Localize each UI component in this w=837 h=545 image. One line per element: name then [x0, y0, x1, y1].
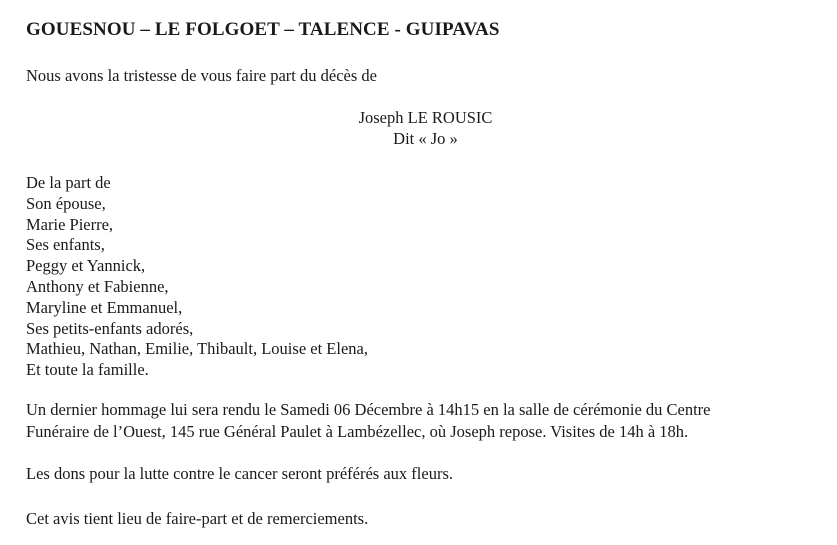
donations-text: Les dons pour la lutte contre le cancer seront préférés aux fleurs. — [26, 464, 453, 483]
family-line: Maryline et Emmanuel, — [26, 297, 183, 317]
family-line: De la part de — [26, 173, 111, 192]
family-line: Ses enfants, — [26, 235, 105, 255]
family-line: Mathieu, Nathan, Emilie, Thibault, Louise et Elena, — [26, 339, 368, 359]
intro-text: Nous avons la tristesse de vous faire part du décès de — [26, 66, 377, 85]
family-line: Anthony et Fabienne, — [26, 276, 169, 296]
family-line: Peggy et Yannick, — [26, 256, 146, 276]
notice-heading: GOUESNOU – LE FOLGOET – TALENCE - GUIPAVAS — [26, 19, 500, 40]
family-list — [26, 173, 368, 381]
family-line: Son épouse, — [26, 193, 106, 213]
deceased-name: Joseph LE ROUSIC — [358, 108, 493, 127]
ceremony-line-1: Un dernier hommage lui sera rendu le Samedi 06 Décembre à 14h15 en la salle de cérémonie du Centre — [26, 400, 711, 419]
ceremony-line-2: Funéraire de l’Ouest, 145 rue Général Paulet à Lambézellec, où Joseph repose. Visites de 14h à 18h. — [26, 422, 689, 441]
ceremony-paragraph — [26, 399, 711, 443]
deceased-nickname: Dit « Jo » — [393, 129, 458, 148]
family-line: Et toute la famille. — [26, 360, 149, 380]
closing-text: Cet avis tient lieu de faire-part et de remerciements. — [26, 509, 369, 528]
family-line: Ses petits-enfants adorés, — [26, 318, 194, 338]
family-line: Marie Pierre, — [26, 214, 114, 234]
